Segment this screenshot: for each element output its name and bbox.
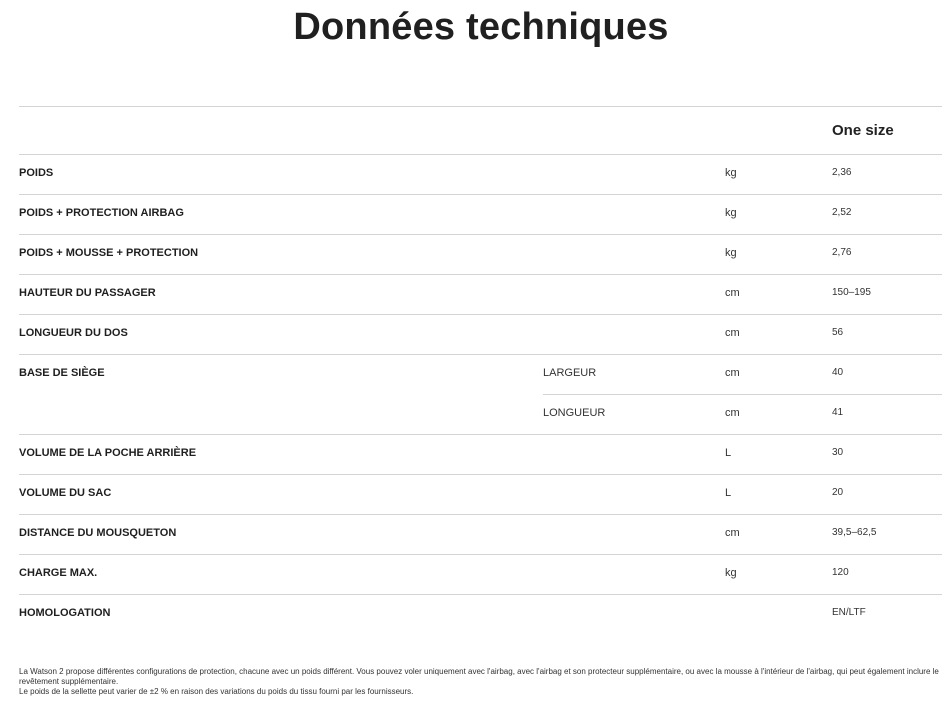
row-value: EN/LTF bbox=[832, 607, 866, 618]
row-unit: kg bbox=[725, 235, 832, 275]
row-label: POIDS + MOUSSE + PROTECTION bbox=[19, 235, 543, 275]
row-value: 40 bbox=[832, 355, 942, 395]
row-unit: cm bbox=[725, 315, 832, 355]
row-value: 20 bbox=[832, 475, 942, 515]
row-value: 2,76 bbox=[832, 235, 942, 275]
row-sublabel bbox=[543, 595, 725, 635]
row-value: 2,36 bbox=[832, 155, 942, 195]
row-label: HOMOLOGATION bbox=[19, 607, 111, 619]
row-value: 120 bbox=[832, 555, 942, 595]
page-title: Données techniques bbox=[293, 6, 669, 48]
row-label: DISTANCE DU MOUSQUETON bbox=[19, 515, 543, 555]
table-row bbox=[19, 595, 942, 635]
row-label: CHARGE MAX. bbox=[19, 555, 543, 595]
row-label: POIDS + PROTECTION AIRBAG bbox=[19, 195, 543, 235]
header-empty-cell bbox=[19, 107, 543, 155]
row-sublabel bbox=[543, 515, 725, 555]
row-unit: L bbox=[725, 475, 832, 515]
row-sublabel: LARGEUR bbox=[543, 355, 725, 395]
footnote-protection-configurations: La Watson 2 propose différentes configurations de protection, chacune avec un poids différent. Vous pouvez voler uniquement avec l'airbag, avec l'airbag et son protecteur supplémentaire, ou avec la mousse à l'intérieur de l'airbag, qui peut également inclure le revêtement supplémentaire. bbox=[19, 667, 939, 686]
row-sublabel bbox=[543, 195, 725, 235]
table-row bbox=[19, 475, 942, 515]
row-value: 30 bbox=[832, 435, 942, 475]
footnote-weight-variation: Le poids de la sellette peut varier de ±2 % en raison des variations du poids du tissu fourni par les fournisseurs. bbox=[19, 687, 414, 696]
row-unit: cm bbox=[725, 515, 832, 555]
table-row bbox=[19, 515, 942, 555]
size-header: One size bbox=[832, 107, 942, 155]
table-row bbox=[19, 275, 942, 315]
row-unit: kg bbox=[725, 195, 832, 235]
row-sublabel bbox=[543, 475, 725, 515]
row-sublabel bbox=[543, 155, 725, 195]
row-value: 41 bbox=[832, 395, 942, 435]
table-row bbox=[19, 235, 942, 275]
row-value: 150–195 bbox=[832, 275, 942, 315]
table-row bbox=[19, 555, 942, 595]
header-empty-cell bbox=[543, 107, 725, 155]
row-unit: kg bbox=[725, 155, 832, 195]
header-empty-cell bbox=[725, 107, 832, 155]
row-value: 39,5–62,5 bbox=[832, 515, 942, 555]
row-unit: cm bbox=[725, 355, 832, 395]
table-row bbox=[19, 355, 942, 395]
table-header-row bbox=[19, 107, 942, 155]
row-label: POIDS bbox=[19, 155, 543, 195]
footnotes bbox=[19, 667, 939, 697]
table-row bbox=[19, 315, 942, 355]
row-unit: cm bbox=[725, 275, 832, 315]
row-sublabel bbox=[543, 275, 725, 315]
row-value: 2,52 bbox=[832, 195, 942, 235]
table-row bbox=[19, 435, 942, 475]
row-label: HAUTEUR DU PASSAGER bbox=[19, 275, 543, 315]
row-sublabel bbox=[543, 315, 725, 355]
row-label: BASE DE SIÈGE bbox=[19, 367, 105, 379]
row-unit: cm bbox=[725, 395, 832, 435]
table-row bbox=[19, 395, 942, 435]
table-row bbox=[19, 195, 942, 235]
row-sublabel: LONGUEUR bbox=[543, 395, 725, 435]
row-label: LONGUEUR DU DOS bbox=[19, 315, 543, 355]
row-value: 56 bbox=[832, 315, 942, 355]
table-row bbox=[19, 155, 942, 195]
row-unit: L bbox=[725, 435, 832, 475]
row-label bbox=[19, 395, 543, 435]
row-sublabel bbox=[543, 555, 725, 595]
row-unit bbox=[725, 595, 832, 635]
row-unit: kg bbox=[725, 555, 832, 595]
row-label: VOLUME DU SAC bbox=[19, 475, 543, 515]
row-sublabel bbox=[543, 235, 725, 275]
row-label: VOLUME DE LA POCHE ARRIÈRE bbox=[19, 435, 543, 475]
row-sublabel bbox=[543, 435, 725, 475]
technical-data-table bbox=[19, 106, 942, 635]
